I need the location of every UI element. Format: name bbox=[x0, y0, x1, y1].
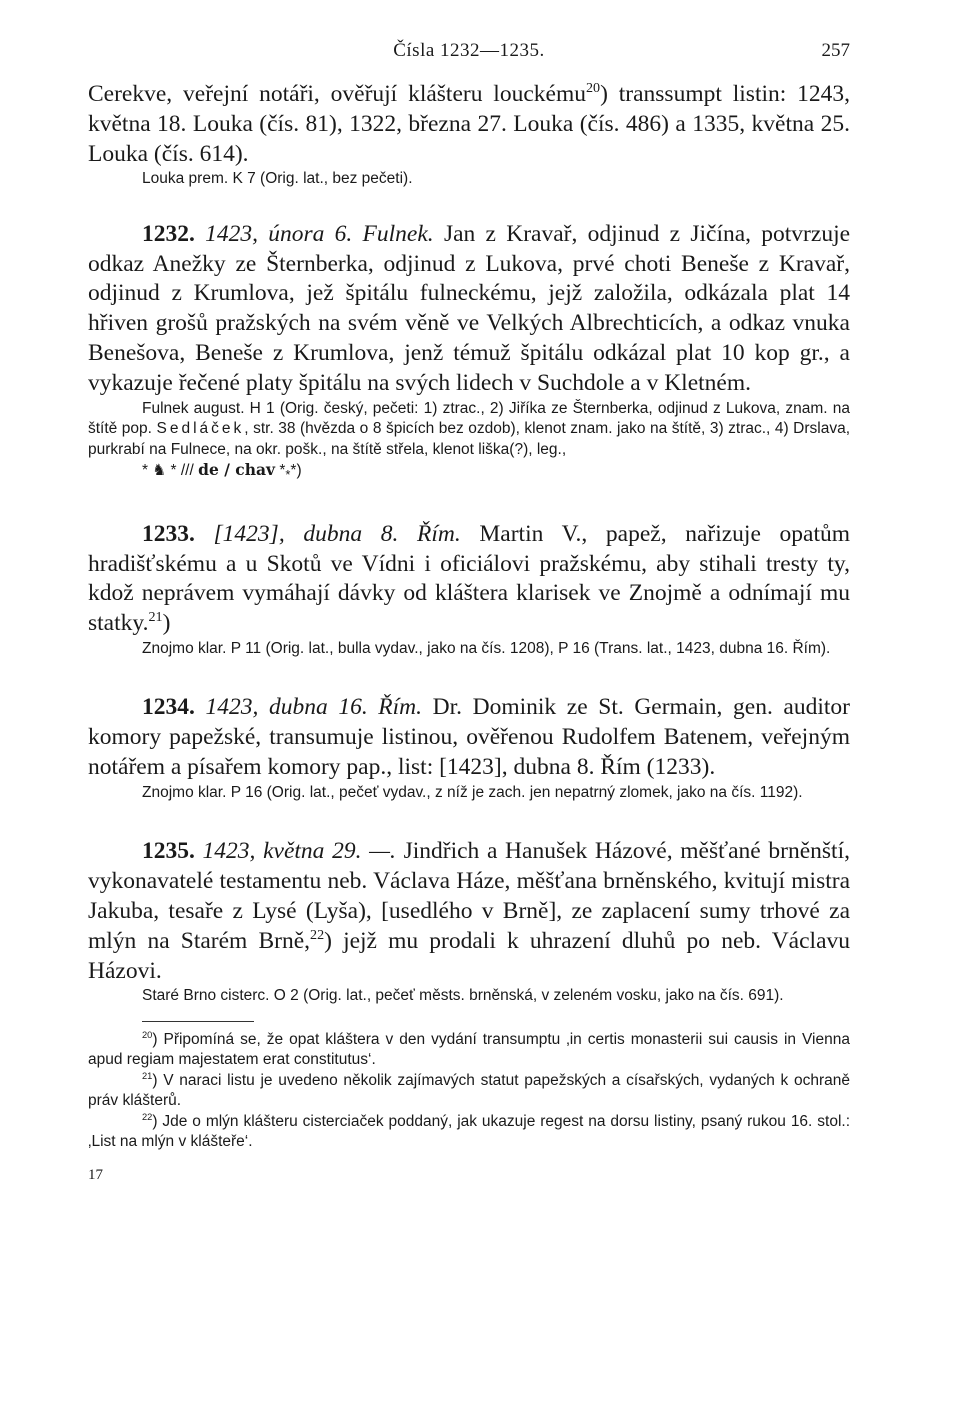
entry-1234 bbox=[88, 693, 850, 803]
footnote-ref: 20 bbox=[585, 80, 601, 97]
entry-text: Jan z Kravař, odjinud z Jičína, potvrzuje odkaz Anežky ze Šternberka, odjinud z Lukova, prvé choti Beneše z Kravař, odjinud z Krumlova, jež špitálu fulneckému, jejž založila, odkázala plat 14 hřiven grošů pražských na svém věně ve Velkých Albrechticích, a odkaz vnuka Benešova, Beneše z Krumlova, jenž témuž špitálu odkázal plat 10 kop gr., a vykazuje řečené platy špitálu na svých lidech v Suchdole a v Kletném. bbox=[88, 220, 851, 396]
signature-mark: 17 bbox=[88, 1166, 103, 1183]
footnote-ref: 22 bbox=[310, 926, 325, 943]
entry-number: 1235. bbox=[142, 838, 195, 865]
running-header bbox=[88, 40, 850, 80]
entry-text: Dr. Dominik ze St. Germain, gen. auditor komory papežské, transumuje listinou, ověřenou Rudolfem Batenem, veřejným notářem a písařem komory pap., list: [1423], dubna 8. Řím (1233). bbox=[88, 694, 850, 781]
footnote: $^{22}$) Jde o mlýn klášteru cisterciaček poddaný, jak ukazuje regest na dorsu listiny, psaný rukou 16. stol.: ‚List na mlýn v klášteře‘. bbox=[88, 1111, 850, 1151]
entry-date: 1423, února 6. Fulnek. bbox=[205, 220, 434, 247]
entry-number: 1232. bbox=[142, 220, 195, 247]
continuation-text: Cerekve, veřejní notáři, ověřují klášteru louckému$^{20}$) transsumpt listin: 1243, května 18. Louka (čís. 81), 1322, března 27. Louka (čís. 486) a 1335, května 25. Louka (čís. 614). bbox=[88, 80, 851, 167]
header-title: Čísla 1232—1235. bbox=[393, 40, 545, 61]
entry-number: 1234. bbox=[142, 694, 195, 721]
footnote-ref: 21 bbox=[148, 609, 163, 626]
entry-1232 bbox=[88, 220, 850, 486]
entry-text: Martin V., papež, nařizuje opatům hradišťskému a u Skotů ve Vídni i oficiálovi pražskému, aby stihali tresty ty, kdož neprávem vymáhají dávky od kláštera klarisek ve Znojmě a odnímají mu statky. bbox=[88, 520, 851, 637]
archival-note: Staré Brno cisterc. O 2 (Orig. lat., pečeť městs. brněnská, v zeleném vosku, jako na čís. 691). bbox=[142, 987, 784, 1005]
entry-text: Jindřich a Hanušek Házové, měšťané brněnští, vykonavatelé testamentu neb. Václava Háze, měšťana brněnského, kvitují mistra Jakuba, tesaře z Lysé (Lyša), [usedlého v Brně], ze zaplacení sumy trhové za mlýn na Starém Brně, bbox=[88, 838, 850, 954]
entry-number: 1233. bbox=[142, 520, 195, 547]
page-number: 257 bbox=[821, 40, 850, 61]
page bbox=[88, 40, 850, 1184]
entry-date: 1423, května 29. —. bbox=[202, 838, 396, 865]
entry-date: 1423, dubna 16. Řím. bbox=[205, 694, 423, 721]
archival-note: Znojmo klar. P 11 (Orig. lat., bulla vydav., jako na čís. 1208), P 16 (Trans. lat., 1423, dubna 16. Řím). bbox=[142, 639, 831, 657]
entry-date: [1423], dubna 8. Řím. bbox=[213, 520, 461, 547]
footnote: $^{20}$) Připomíná se, že opat kláštera v den vydání transumptu ‚in certis monasterii sui causis in Vienna apud regiam majestatem erat constitutus‘. bbox=[88, 1029, 850, 1069]
entry-1235: 1235. 1423, května 29. —. Jindřich a Hanušek Házové, měšťané brněnští, vykonavatelé testamentu neb. Václava Háze, měšťana brněnského, kvitují mistra Jakuba, tesaře z Lysé (Lyša), [usedlého v Brně], ze zaplacení sumy trhové za mlýn na Starém Brně,$^{22}$) jejž mu prodali k uhrazení dluhů po neb. Václavu Házovi. Staré Brno cisterc. O 2 (Orig. lat., pečeť městs. brněnská, v zeleném vosku, jako na čís. 691). bbox=[88, 837, 850, 1006]
seal-legend: * ♞ * /// de / chav $*_**$) bbox=[142, 460, 302, 483]
archival-note: Louka prem. K 7 (Orig. lat., bez pečeti). bbox=[142, 170, 413, 188]
entry-1233: 1233. [1423], dubna 8. Řím. Martin V., papež, nařizuje opatům hradišťskému a u Skotů ve Vídni i oficiálovi pražskému, aby stihali tresty ty, kdož neprávem vymáhají dávky od kláštera klarisek ve Znojmě a odnímají mu statky.$^{21}$) Znojmo klar. P 11 (Orig. lat., bulla vydav., jako na čís. 1208), P 16 (Trans. lat., 1423, dubna 16. Řím). bbox=[88, 520, 850, 660]
archival-note: Znojmo klar. P 16 (Orig. lat., pečeť vydav., z níž je zach. jen nepatrný zlomek, jako na čís. 1192). bbox=[142, 783, 803, 801]
footnotes bbox=[88, 1030, 850, 1153]
footnote-divider bbox=[142, 1021, 254, 1022]
footnote: $^{21}$) V naraci listu je uvedeno několik zajímavých statut papežských a císařských, vydaných k ochraně práv klášterů. bbox=[88, 1070, 850, 1110]
archival-note: Fulnek august. H 1 (Orig. český, pečeti: 1) ztrac., 2) Jiříka ze Šternberka, odjinud z Lukova, znam. na štítě pop. Sedláček, str. 38 (hvězda o 8 špicích bez ozdob), klenot znam. jako na štítě, 3) ztrac., 4) Drslava, purkrabí na Fulnece, na okr. pošk., na štítě střela, klenot liška(?), leg., bbox=[88, 399, 850, 458]
